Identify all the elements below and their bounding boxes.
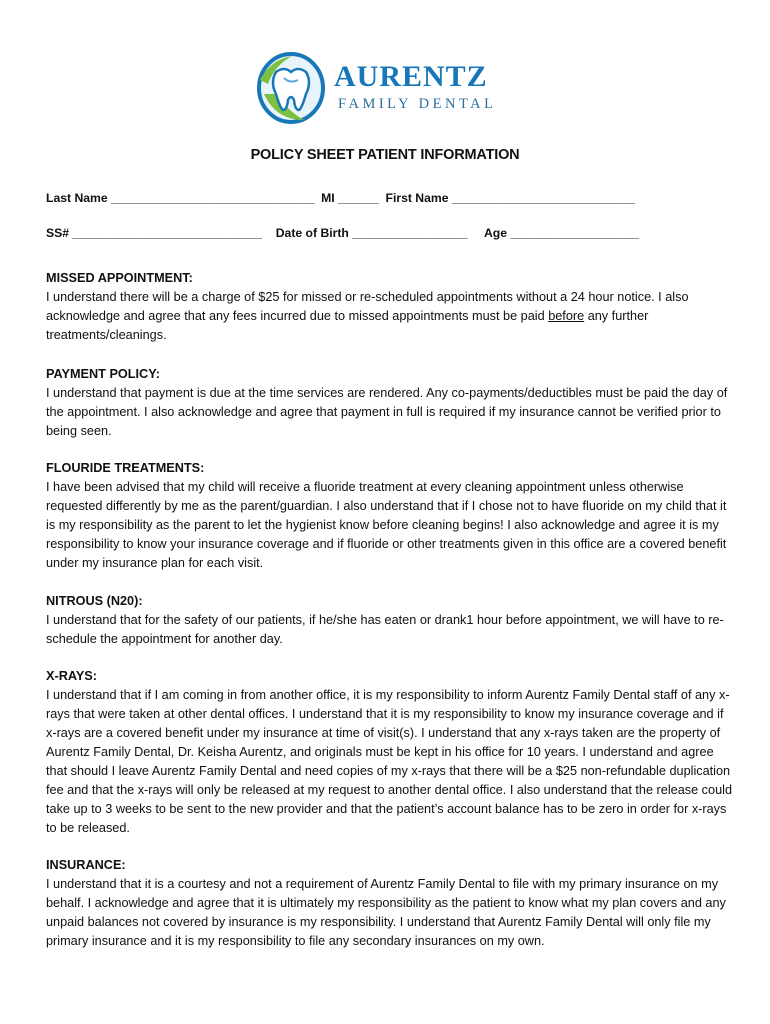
section-text: I understand that payment is due at the time services are rendered. Any co-payments/deductibles must be paid the day of the appointment. I also acknowledge and agree that payment in full is required if my insurance cannot be verified prior to being seen. xyxy=(46,386,728,438)
section-text: I understand that it is a courtesy and not a requirement of Aurentz Family Dental to file with my primary insurance on my behalf. I acknowledge and agree that it is ultimately my responsibility as the patient to know what my plan covers and any unpaid balances not covered by insurance is my responsibility. I understand that Aurentz Family Dental will only file my primary insurance and it is my responsibility to file any secondary insurances on my own. xyxy=(46,877,726,948)
nitrous-section xyxy=(46,592,736,649)
name-fields-row: Last Name ______________________________ MI ______ First Name ___________________________ xyxy=(46,191,635,205)
section-text: I have been advised that my child will receive a fluoride treatment at every cleaning appointment unless otherwise requested differently by me as the parent/guardian. I also understand that if I chose not to have fluoride on my child that it is my responsibility as the parent to let the hygienist know before cleaning begins! I also acknowledge and agree it is my responsibility to know your insurance coverage and if fluoride or other treatments given in this office are a covered benefit under my insurance plan for each visit. xyxy=(46,480,727,570)
section-heading: MISSED APPOINTMENT: xyxy=(46,271,193,285)
section-heading: INSURANCE: xyxy=(46,858,126,872)
tooth-logo-icon xyxy=(256,50,326,126)
missed-appointment-section xyxy=(46,269,736,345)
section-text: I understand that for the safety of our patients, if he/she has eaten or drank1 hour before appointment, we will have to re-schedule the appointment for another day. xyxy=(46,613,724,646)
logo-tagline: FAMILY DENTAL xyxy=(338,96,497,112)
section-heading: NITROUS (N20): xyxy=(46,594,143,608)
id-fields-row: SS# ____________________________ Date of Birth _________________ Age ___________________ xyxy=(46,226,640,240)
payment-policy-section xyxy=(46,365,736,441)
section-heading: FLOURIDE TREATMENTS: xyxy=(46,461,205,475)
emphasis-before: before xyxy=(548,309,585,323)
fluoride-section xyxy=(46,459,736,573)
section-heading: PAYMENT POLICY: xyxy=(46,367,160,381)
insurance-section xyxy=(46,856,736,951)
section-text: I understand there will be a charge of $25 for missed or re-scheduled appointments without a 24 hour notice. I also acknowledge and agree that any fees incurred due to missed appointments must be paid before any further treatments/cleanings. xyxy=(46,290,689,342)
logo-name: AURENTZ xyxy=(334,60,488,93)
xrays-section xyxy=(46,667,736,838)
section-text: I understand that if I am coming in from another office, it is my responsibility to inform Aurentz Family Dental staff of any x-rays that were taken at other dental offices. I understand that it is my responsibility to know my insurance coverage and if x-rays are a covered benefit under my insurance at time of visit(s). I understand that any x-rays taken are the property of Aurentz Family Dental, Dr. Keisha Aurentz, and originals must be kept in his office for 10 years. I understand and agree that should I leave Aurentz Family Dental and need copies of my x-rays that there will be a $25 non-refundable duplication fee and that the x-rays will only be released at my request to another dental office. I also understand that the release could take up to 3 weeks to be sent to the new provider and that the patient’s account balance has to be zero in order for x-rays to be released. xyxy=(46,688,733,835)
practice-logo xyxy=(256,48,516,128)
document-title: POLICY SHEET PATIENT INFORMATION xyxy=(250,147,520,163)
section-heading: X-RAYS: xyxy=(46,669,97,683)
